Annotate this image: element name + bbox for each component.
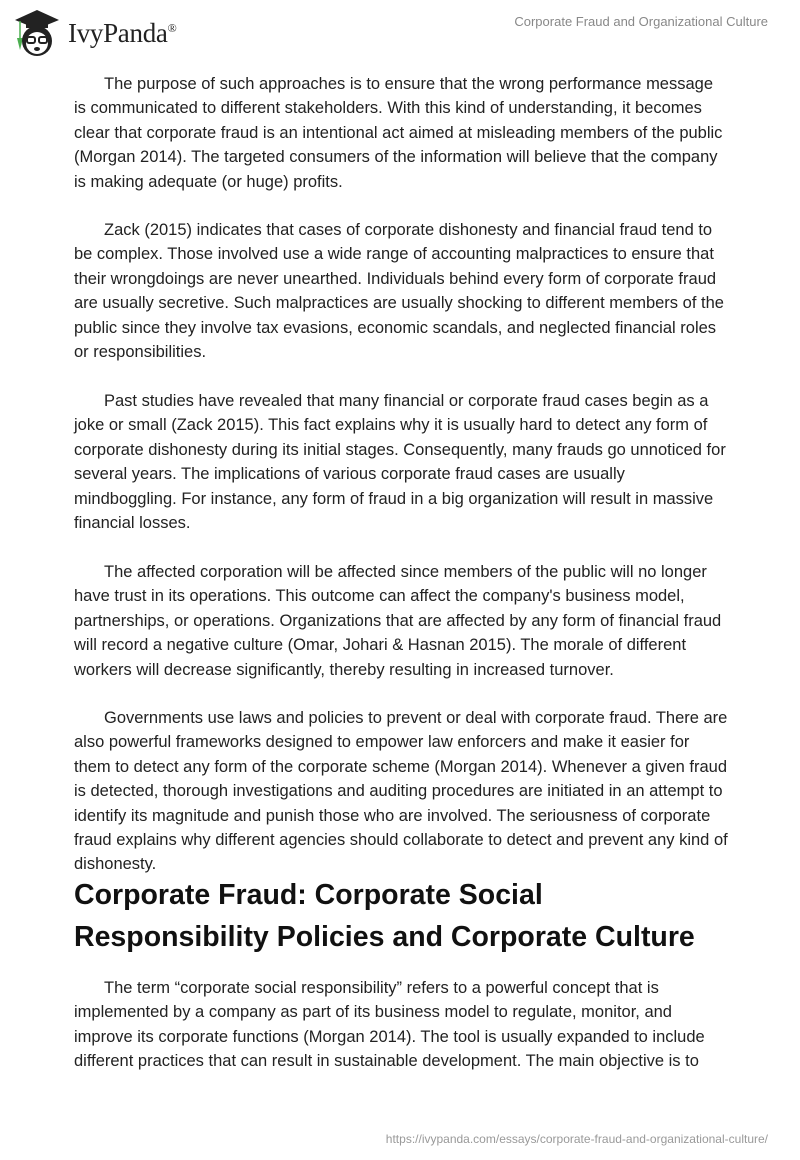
body-paragraph: Past studies have revealed that many financial or corporate fraud cases begin as a joke or small (Zack 2015). This fact explains why it is usually hard to detect any form of corporate dishonesty during its initial stages. Consequently, many frauds go unnoticed for several years. The implications of various corporate fraud cases are usually mindboggling. For instance, any form of fraud in a big organization will result in massive financial losses. (74, 392, 726, 533)
logo-text: IvyPanda® (68, 17, 177, 48)
ivypanda-logo[interactable] (12, 8, 176, 58)
panda-graduate-icon (12, 8, 62, 58)
source-url[interactable]: https://ivypanda.com/essays/corporate-fraud-and-organizational-culture/ (385, 1132, 768, 1146)
body-paragraph: Governments use laws and policies to prevent or deal with corporate fraud. There are also powerful frameworks designed to empower law enforcers and make it easier for them to detect any form of the corporate scheme (Morgan 2014). Whenever a given fraud is detected, thorough investigations and auditing procedures are initiated in an attempt to identify its magnitude and punish those who are involved. The seriousness of corporate fraud explains why different agencies should collaborate to detect and prevent any kind of dishonesty. (74, 709, 728, 874)
body-paragraph: The term “corporate social responsibility” refers to a powerful concept that is implemented by a company as part of its business model to regulate, monitor, and improve its corporate functions (Morgan 2014). The tool is usually expanded to include different practices that can result in sustainable development. The main objective is to (74, 979, 705, 1071)
document-title: Corporate Fraud and Organizational Culture (514, 14, 768, 29)
body-paragraph: The affected corporation will be affected since members of the public will no longer have trust in its operations. This outcome can affect the company's business model, partnerships, or operations. Organizations that are affected by any form of financial fraud will record a negative culture (Omar, Johari & Hasnan 2015). The morale of different workers will decrease significantly, thereby resulting in increased turnover. (74, 563, 722, 679)
section-heading: Corporate Fraud: Corporate Social Responsibility Policies and Corporate Culture (74, 879, 695, 953)
body-paragraph: The purpose of such approaches is to ensure that the wrong performance message is communicated to different stakeholders. With this kind of understanding, it becomes clear that corporate fraud is an intentional act aimed at misleading members of the public (Morgan 2014). The targeted consumers of the information will believe that the company is making adequate (or huge) profits. (74, 75, 723, 191)
body-paragraph: Zack (2015) indicates that cases of corporate dishonesty and financial fraud tend to be complex. Those involved use a wide range of accounting malpractices to ensure that their wrongdoings are never unearthed. Individuals behind every form of corporate fraud are usually secretive. Such malpractices are usually shocking to different members of the public since they involve tax evasions, economic scandals, and neglected financial roles or responsibilities. (74, 221, 724, 362)
